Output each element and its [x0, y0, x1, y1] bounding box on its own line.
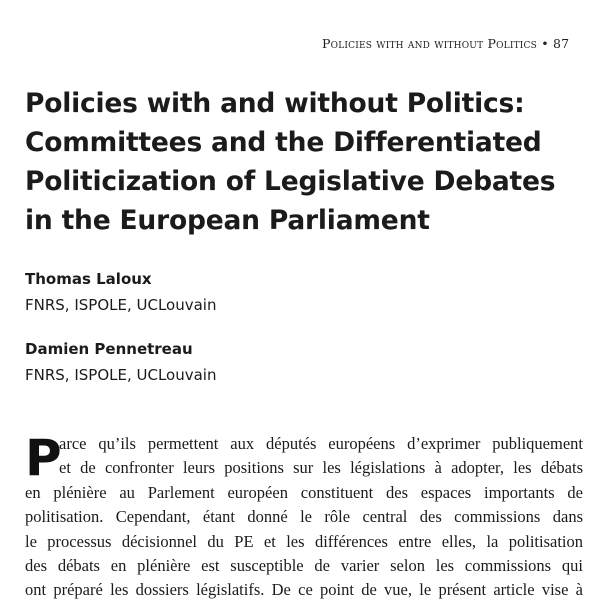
running-header-text — [322, 36, 569, 51]
author-block — [25, 270, 216, 314]
page-number: 87 — [552, 36, 570, 51]
abstract-line: en plénière au Parlement européen constituent des espaces importants de — [25, 482, 583, 502]
title-line: Politicization of Legislative Debates — [25, 166, 556, 197]
author-affiliation: FNRS, ISPOLE, UCLouvain — [25, 366, 217, 384]
drop-cap: P — [25, 429, 62, 487]
abstract-line: politisation. Cependant, étant donné le rôle central des commissions dans — [25, 507, 583, 527]
author-affiliation: FNRS, ISPOLE, UCLouvain — [25, 296, 217, 314]
abstract-line: et de confronter leurs positions sur les législations à adopter, les débats — [59, 458, 583, 478]
abstract-line: ont préparé les dossiers législatifs. De ce point de vue, le présent article vise à — [25, 580, 583, 600]
author-block — [25, 340, 216, 384]
abstract-line: le processus décisionnel du PE et les différences entre elles, la politisation — [25, 531, 583, 551]
header-separator: • — [541, 36, 549, 51]
abstract-paragraph — [25, 429, 583, 603]
running-title: Policies with and without Politics — [322, 36, 537, 51]
title-line: Committees and the Differentiated — [25, 127, 542, 158]
abstract-line: des débats en plénière est susceptible de varier selon les commissions qui — [25, 556, 583, 576]
running-header — [0, 36, 600, 60]
author-name: Damien Pennetreau — [25, 340, 193, 358]
abstract-line: arce qu’ils permettent aux députés européens d’exprimer publiquement — [59, 434, 583, 453]
title-line: Policies with and without Politics: — [25, 88, 525, 119]
author-name: Thomas Laloux — [25, 270, 152, 288]
article-title — [25, 84, 585, 240]
title-line: in the European Parliament — [25, 205, 430, 236]
